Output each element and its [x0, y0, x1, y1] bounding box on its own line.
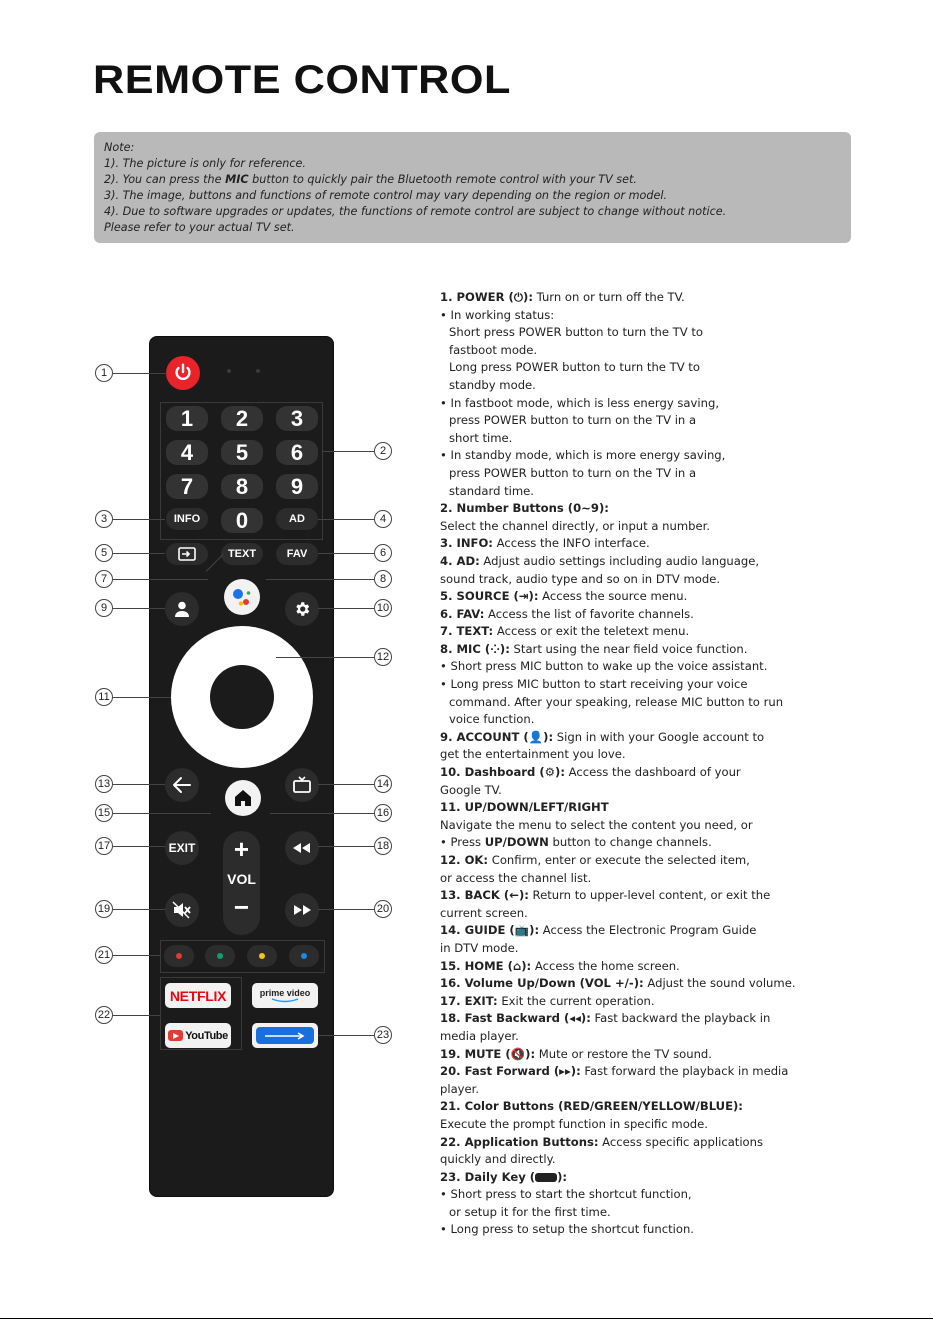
callout-4: 4: [374, 510, 392, 528]
callout-line-7: [113, 579, 208, 580]
note-line-1: 1). The picture is only for reference.: [104, 157, 306, 170]
desc-line: fastboot mode.: [449, 342, 538, 357]
mute-button[interactable]: [165, 893, 199, 927]
desc-line: • Short press MIC button to wake up the voice assistant.: [440, 659, 768, 674]
desc-volume: 16. Volume Up/Down (VOL +/-): Adjust the sound volume.: [440, 976, 796, 991]
desc-fast-backward: 18. Fast Backward (◂◂): Fast backward the playback in: [440, 1010, 920, 1028]
red-dot: [176, 953, 182, 959]
volume-label: VOL: [227, 871, 256, 887]
prime-video-button[interactable]: [252, 983, 318, 1008]
note-box: [94, 132, 851, 243]
desc-navigation: 11. UP/DOWN/LEFT/RIGHT: [440, 800, 609, 815]
callout-13: 13: [95, 775, 113, 793]
desc-text: 7. TEXT: Access or exit the teletext menu.: [440, 624, 690, 639]
callout-line-10: [318, 608, 374, 609]
callout-22: 22: [95, 1006, 113, 1024]
callout-3: 3: [95, 510, 113, 528]
volume-down-button[interactable]: −: [233, 891, 250, 922]
desc-line: • Long press to setup the shortcut function.: [440, 1222, 694, 1237]
daily-key-inner: [256, 1027, 314, 1044]
desc-fast-forward: 20. Fast Forward (▸▸): Fast forward the playback in media: [440, 1063, 920, 1081]
desc-exit: 17. EXIT: Exit the current operation.: [440, 993, 655, 1008]
callout-line-16: [270, 813, 374, 814]
number-button-7[interactable]: 7: [166, 474, 208, 499]
desc-fav: 6. FAV: Access the list of favorite channels.: [440, 606, 694, 621]
desc-number-buttons: 2. Number Buttons (0~9):: [440, 501, 609, 516]
bottom-border: [0, 1318, 933, 1319]
callout-line-9: [113, 608, 165, 609]
tv-guide-icon: 📺: [514, 923, 530, 938]
back-button[interactable]: [165, 768, 199, 802]
account-icon: [173, 600, 191, 618]
desc-line: • Press UP/DOWN button to change channels.: [440, 835, 712, 850]
power-button[interactable]: [166, 356, 200, 390]
desc-daily-key: 23. Daily Key ( ):: [440, 1169, 568, 1184]
daily-key-arrow-icon: [263, 1032, 307, 1040]
desc-line: current screen.: [440, 905, 528, 920]
account-button[interactable]: [165, 592, 199, 626]
source-icon: [178, 547, 196, 561]
desc-line: player.: [440, 1081, 480, 1096]
home-button[interactable]: [225, 780, 261, 816]
desc-info: 3. INFO: Access the INFO interface.: [440, 536, 650, 551]
source-button[interactable]: [166, 543, 208, 565]
settings-gear-icon: ⚙: [544, 765, 556, 780]
fast-forward-icon: [292, 904, 312, 916]
desc-application-buttons: 22. Application Buttons: Access specific applications: [440, 1134, 764, 1149]
desc-ad: 4. AD: Adjust audio settings including audio language,: [440, 553, 760, 568]
google-assistant-icon: [230, 585, 254, 609]
youtube-button[interactable]: [165, 1023, 231, 1048]
number-button-4[interactable]: 4: [166, 440, 208, 465]
callout-line-6: [318, 553, 374, 554]
desc-power: 1. POWER (⏻): Turn on or turn off the TV.: [440, 289, 920, 307]
youtube-play-icon: [168, 1030, 183, 1041]
desc-line: Navigate the menu to select the content you need, or: [440, 817, 753, 832]
callout-10: 10: [374, 599, 392, 617]
info-button[interactable]: INFO: [166, 508, 208, 530]
desc-line: command. After your speaking, release MIC button to run: [449, 694, 784, 709]
callout-15: 15: [95, 804, 113, 822]
ad-button[interactable]: AD: [276, 508, 318, 530]
color-button-blue[interactable]: [289, 945, 319, 967]
ok-button[interactable]: [210, 665, 274, 729]
fast-backward-button[interactable]: [285, 831, 319, 865]
number-button-5[interactable]: 5: [221, 440, 263, 465]
back-arrow-icon: ←: [509, 888, 519, 903]
source-icon: ⇥: [518, 589, 529, 604]
desc-mic: 8. MIC (⁘): Start using the near field voice function.: [440, 641, 920, 659]
blue-dot: [301, 953, 307, 959]
desc-line: press POWER button to turn on the TV in a: [449, 413, 697, 428]
color-button-red[interactable]: [164, 945, 194, 967]
desc-line: or access the channel list.: [440, 870, 592, 885]
back-arrow-icon: [172, 776, 192, 794]
text-button[interactable]: TEXT: [221, 543, 263, 565]
desc-line: • In standby mode, which is more energy saving,: [440, 448, 726, 463]
desc-line: • In working status:: [440, 307, 555, 322]
desc-home: 15. HOME (⌂): Access the home screen.: [440, 958, 920, 976]
desc-ok: 12. OK: Confirm, enter or execute the selected item,: [440, 853, 750, 867]
fav-button[interactable]: FAV: [276, 543, 318, 565]
callout-5: 5: [95, 544, 113, 562]
callout-16: 16: [374, 804, 392, 822]
rewind-icon: [292, 842, 312, 854]
home-icon: [233, 788, 253, 808]
dashboard-button[interactable]: [285, 592, 319, 626]
note-line-5: Please refer to your actual TV set.: [104, 221, 295, 234]
desc-line: standard time.: [449, 483, 534, 498]
desc-line: press POWER button to turn on the TV in a: [449, 465, 697, 480]
number-button-3[interactable]: 3: [276, 406, 318, 431]
callout-line-18: [318, 846, 374, 847]
volume-up-button[interactable]: +: [233, 833, 250, 864]
tv-guide-icon: [292, 776, 312, 794]
callout-9: 9: [95, 599, 113, 617]
exit-button[interactable]: EXIT: [165, 831, 199, 865]
daily-key-button[interactable]: [252, 1023, 318, 1048]
indicator-light: [227, 369, 231, 373]
callout-line-3: [113, 519, 165, 520]
mic-hole: [256, 369, 260, 373]
fast-forward-icon: ▸▸: [559, 1064, 571, 1079]
callout-23: 23: [374, 1026, 392, 1044]
desc-line: Execute the prompt function in specific mode.: [440, 1116, 708, 1131]
note-line-4: 4). Due to software upgrades or updates, the functions of remote control are subject to change without notice.: [104, 205, 727, 218]
netflix-button[interactable]: [165, 983, 231, 1008]
callout-7: 7: [95, 570, 113, 588]
callout-6: 6: [374, 544, 392, 562]
desc-guide: 14. GUIDE (📺): Access the Electronic Program Guide: [440, 922, 920, 940]
callout-8: 8: [374, 570, 392, 588]
desc-line: in DTV mode.: [440, 940, 519, 955]
desc-line: Select the channel directly, or input a number.: [440, 518, 711, 533]
callout-line-4: [318, 519, 374, 520]
desc-line: Short press POWER button to turn the TV to: [449, 325, 704, 340]
callout-line-22: [113, 1015, 160, 1016]
yellow-dot: [259, 953, 265, 959]
button-descriptions: [440, 289, 920, 1239]
desc-line: • Short press to start the shortcut function,: [440, 1187, 692, 1202]
rewind-icon: ◂◂: [569, 1011, 581, 1026]
callout-2: 2: [374, 442, 392, 460]
number-button-0[interactable]: 0: [221, 508, 263, 533]
callout-line-19: [113, 909, 165, 910]
callout-line-2: [322, 451, 374, 452]
desc-line: Google TV.: [440, 782, 502, 797]
callout-line-14: [318, 784, 374, 785]
callout-line-5: [113, 553, 165, 554]
remote-control-illustration: [149, 336, 334, 1197]
netflix-logo: NETFLIX: [169, 987, 227, 1004]
callout-line-23: [318, 1035, 374, 1036]
callout-21: 21: [95, 946, 113, 964]
callout-line-21: [113, 955, 160, 956]
desc-line: media player.: [440, 1028, 519, 1043]
color-button-yellow[interactable]: [247, 945, 277, 967]
fast-forward-button[interactable]: [285, 893, 319, 927]
note-line-3: 3). The image, buttons and functions of remote control may vary depending on the region or model.: [104, 189, 668, 202]
callout-line-15: [113, 813, 211, 814]
green-dot: [217, 953, 223, 959]
home-icon: ⌂: [512, 958, 522, 973]
callout-line-11: [113, 697, 171, 698]
callout-1: 1: [95, 364, 113, 382]
number-button-1[interactable]: 1: [166, 406, 208, 431]
callout-18: 18: [374, 837, 392, 855]
page-title: REMOTE CONTROL: [93, 58, 511, 102]
daily-key-icon: [535, 1173, 557, 1182]
google-assistant-icon: ⁘: [490, 641, 500, 656]
desc-mute: 19. MUTE (🔇): Mute or restore the TV sound.: [440, 1046, 920, 1064]
desc-line: quickly and directly.: [440, 1152, 556, 1167]
desc-line: short time.: [449, 430, 513, 445]
callout-20: 20: [374, 900, 392, 918]
prime-video-logo: prime video: [259, 988, 311, 998]
desc-line: • Long press MIC button to start receiving your voice: [440, 677, 748, 692]
mic-button[interactable]: [224, 579, 260, 615]
prime-smile-icon: [270, 998, 300, 1003]
callout-12: 12: [374, 648, 392, 666]
desc-line: voice function.: [449, 712, 535, 727]
youtube-logo: YouTube: [185, 1029, 228, 1042]
color-button-green[interactable]: [205, 945, 235, 967]
callout-line-1: [113, 373, 167, 374]
desc-line: sound track, audio type and so on in DTV mode.: [440, 571, 721, 586]
note-heading: Note:: [104, 141, 135, 154]
power-icon: [172, 362, 194, 384]
mute-icon: 🔇: [510, 1046, 526, 1061]
account-icon: 👤: [528, 729, 544, 744]
desc-source: 5. SOURCE (⇥): Access the source menu.: [440, 588, 920, 606]
callout-19: 19: [95, 900, 113, 918]
callout-line-8: [266, 579, 374, 580]
callout-17: 17: [95, 837, 113, 855]
desc-color-buttons: 21. Color Buttons (RED/GREEN/YELLOW/BLUE):: [440, 1099, 743, 1114]
mute-icon: [172, 901, 192, 919]
desc-account: 9. ACCOUNT (👤): Sign in with your Google account to: [440, 729, 920, 747]
note-line-2: 2). You can press the MIC button to quickly pair the Bluetooth remote control with your TV set.: [104, 173, 637, 186]
number-button-8[interactable]: 8: [221, 474, 263, 499]
desc-line: standby mode.: [449, 377, 536, 392]
desc-line: or setup it for the first time.: [449, 1204, 611, 1219]
settings-gear-icon: [293, 600, 311, 618]
desc-line: • In fastboot mode, which is less energy saving,: [440, 395, 720, 410]
desc-line: Long press POWER button to turn the TV to: [449, 360, 700, 375]
number-button-2[interactable]: 2: [221, 406, 263, 431]
power-icon: ⏻: [513, 290, 524, 304]
callout-11: 11: [95, 688, 113, 706]
callout-line-20: [318, 909, 374, 910]
callout-line-17: [113, 846, 165, 847]
guide-button[interactable]: [285, 768, 319, 802]
callout-line-13: [113, 784, 165, 785]
desc-dashboard: 10. Dashboard (⚙): Access the dashboard of your: [440, 764, 920, 782]
number-button-9[interactable]: 9: [276, 474, 318, 499]
callout-line-12: [276, 657, 374, 658]
number-button-6[interactable]: 6: [276, 440, 318, 465]
desc-line: get the entertainment you love.: [440, 747, 626, 762]
desc-back: 13. BACK (←): Return to upper-level content, or exit the: [440, 887, 920, 905]
callout-14: 14: [374, 775, 392, 793]
